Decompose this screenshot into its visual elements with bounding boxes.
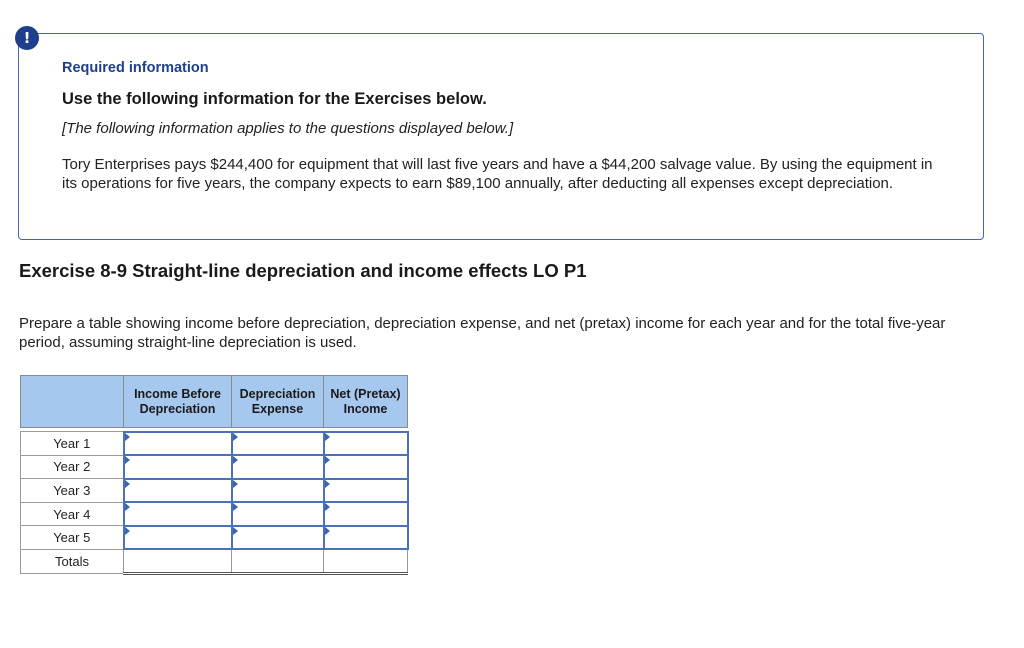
input-marker-icon	[125, 433, 130, 441]
totals-label: Totals	[21, 549, 124, 573]
table-header-row	[21, 376, 408, 428]
info-heading: Required information	[62, 60, 209, 76]
exercise-instructions: Prepare a table showing income before depreciation, depreciation expense, and net (pretax) income for each year and for the total five-year period, assuming straight-line depreciation is used.	[19, 315, 946, 351]
header-line: Net (Pretax)	[330, 386, 401, 401]
required-information-panel	[18, 33, 984, 240]
depreciation-expense-input[interactable]	[232, 526, 324, 550]
info-body: Tory Enterprises pays $244,400 for equipment that will last five years and have a $44,200 salvage value. By using the equipment in its operations for five years, the company expects to earn $89,100 annually, after deducting all expenses except depreciation.	[62, 156, 933, 192]
input-marker-icon	[233, 480, 238, 488]
row-label: Year 3	[21, 479, 124, 503]
income-before-depreciation-input[interactable]	[124, 479, 232, 503]
total-income-before-depreciation	[124, 549, 232, 573]
income-before-depreciation-input[interactable]	[124, 502, 232, 526]
input-marker-icon	[325, 456, 330, 464]
input-marker-icon	[325, 433, 330, 441]
input-marker-icon	[125, 503, 130, 511]
header-net-pretax-income	[324, 376, 408, 428]
input-marker-icon	[233, 503, 238, 511]
header-line: Income Before	[134, 386, 221, 401]
info-subheading: Use the following information for the Exercises below.	[62, 90, 487, 108]
totals-row	[21, 549, 408, 573]
net-pretax-income-input[interactable]	[324, 526, 408, 550]
table-row	[21, 455, 408, 479]
row-label: Year 5	[21, 526, 124, 550]
table-row	[21, 432, 408, 456]
net-pretax-income-input[interactable]	[324, 432, 408, 456]
header-line: Expense	[251, 401, 304, 416]
input-marker-icon	[325, 503, 330, 511]
input-marker-icon	[125, 527, 130, 535]
table-row	[21, 479, 408, 503]
exercise-title: Exercise 8-9 Straight-line depreciation and income effects LO P1	[19, 260, 587, 281]
depreciation-expense-input[interactable]	[232, 502, 324, 526]
input-marker-icon	[233, 527, 238, 535]
input-marker-icon	[233, 433, 238, 441]
net-pretax-income-input[interactable]	[324, 502, 408, 526]
depreciation-expense-input[interactable]	[232, 432, 324, 456]
net-pretax-income-input[interactable]	[324, 455, 408, 479]
input-marker-icon	[325, 480, 330, 488]
input-marker-icon	[325, 527, 330, 535]
header-line: Depreciation	[239, 386, 316, 401]
input-marker-icon	[233, 456, 238, 464]
info-note: [The following information applies to the questions displayed below.]	[62, 120, 514, 137]
exclamation-icon: !	[15, 26, 39, 50]
table-row	[21, 502, 408, 526]
row-label: Year 2	[21, 455, 124, 479]
header-income-before-depreciation	[124, 376, 232, 428]
net-pretax-income-input[interactable]	[324, 479, 408, 503]
header-line: Depreciation	[139, 401, 216, 416]
row-label: Year 4	[21, 502, 124, 526]
depreciation-expense-input[interactable]	[232, 455, 324, 479]
depreciation-table	[20, 375, 409, 575]
income-before-depreciation-input[interactable]	[124, 432, 232, 456]
header-depreciation-expense	[232, 376, 324, 428]
income-before-depreciation-input[interactable]	[124, 455, 232, 479]
row-label: Year 1	[21, 432, 124, 456]
total-depreciation-expense	[232, 549, 324, 573]
table-row	[21, 526, 408, 550]
input-marker-icon	[125, 480, 130, 488]
blank-header-cell	[21, 376, 124, 428]
income-before-depreciation-input[interactable]	[124, 526, 232, 550]
header-line: Income	[343, 401, 388, 416]
input-marker-icon	[125, 456, 130, 464]
total-net-pretax-income	[324, 549, 408, 573]
depreciation-expense-input[interactable]	[232, 479, 324, 503]
